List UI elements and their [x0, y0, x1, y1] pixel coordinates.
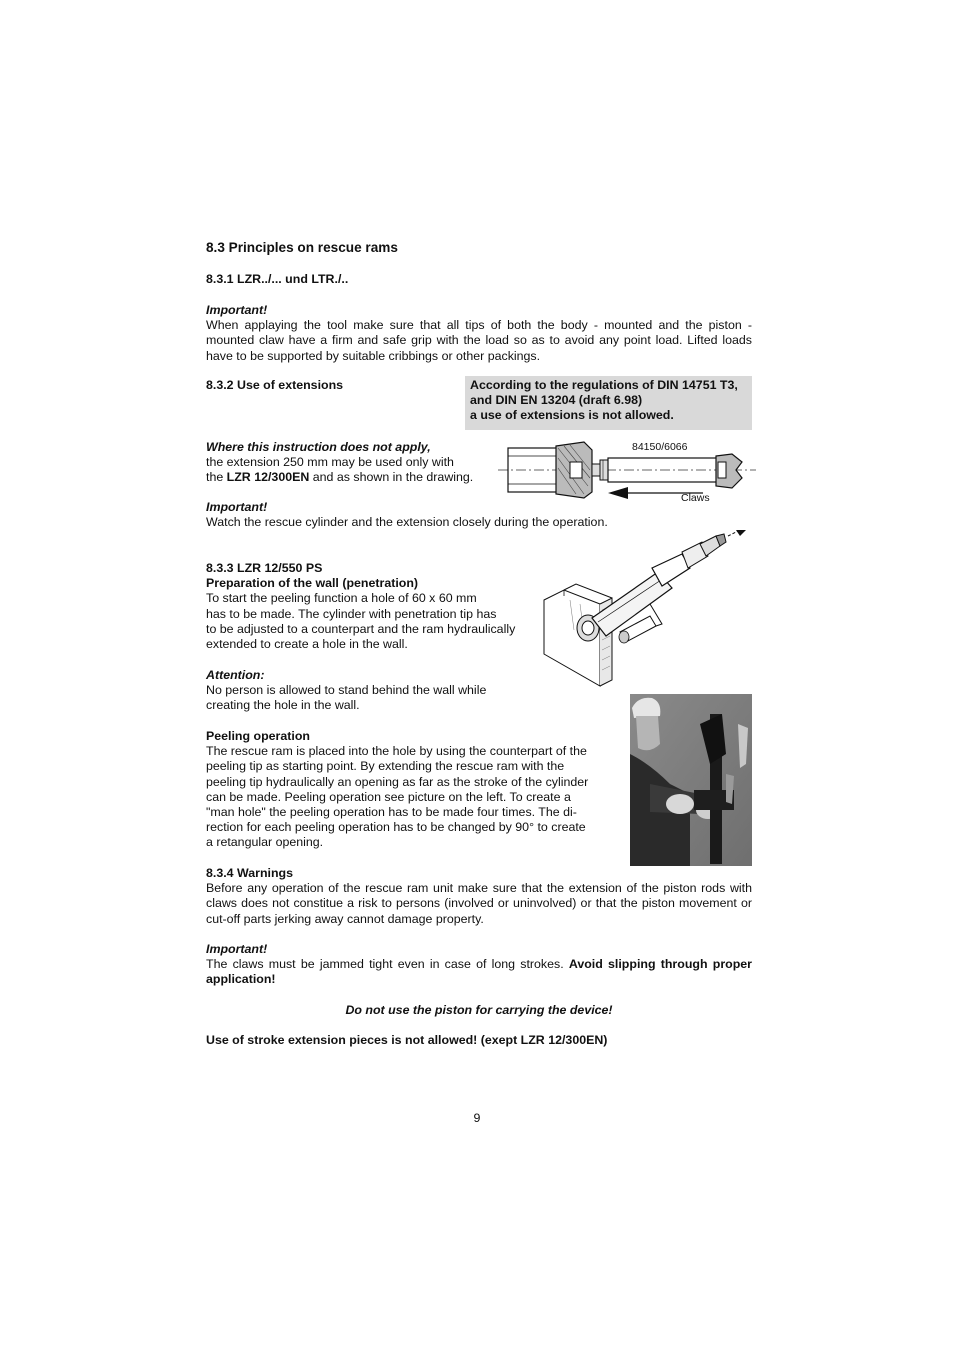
attention-line: No person is allowed to stand behind the wall while [206, 683, 487, 698]
where-text-post: and as shown in the drawing. [309, 470, 474, 485]
important-block-3 [206, 942, 752, 988]
body-line: to be adjusted to a counterpart and the ram hydraulically [206, 621, 516, 636]
peeling-line: can be made. Peeling operation see picture on the left. To create a [206, 789, 571, 804]
important-text: When applaying the tool make sure that all tips of both the body - mounted and the piston - mounted claw have a firm and safe grip with the load so as to avoid any point load. Lifted loads have to be supported by suitable cribbings or other packings. [206, 318, 752, 363]
attention-line: creating the hole in the wall. [206, 698, 360, 713]
important-label: Important! [206, 942, 268, 956]
model-name: LZR 12/300EN [226, 470, 310, 485]
peeling-line: peeling tip as starting point. By extending the rescue ram with the [206, 759, 565, 774]
figure-code: 84150/6066 [632, 441, 688, 453]
attention-block [206, 668, 536, 714]
peeling-operation-photo [630, 694, 752, 866]
subsection-heading-8-3-2: 8.3.2 Use of extensions [206, 378, 344, 392]
figure-claws-label: Claws [681, 492, 710, 504]
section-heading: 8.3 Principles on rescue rams [206, 240, 398, 255]
extension-exception [206, 440, 496, 486]
peeling-line: "man hole" the peeling operation has to be made four times. The di- [206, 805, 577, 820]
important-text [206, 957, 752, 987]
subsection-heading-8-3-3: 8.3.3 LZR 12/550 PS [206, 561, 323, 575]
important-label: Important! [206, 500, 268, 514]
peeling-line: peeling tip hydraulically an opening as far as the stroke of the cylinder [206, 774, 589, 789]
warnings-text: Before any operation of the rescue ram unit make sure that the extension of the piston rods with claws does not constitue a risk to persons (involved or uninvolved) or that the piston movement or cut-off parts jerking away cannot damage property. [206, 881, 752, 926]
subsection-heading-8-3-1: 8.3.1 LZR../... und LTR./.. [206, 272, 349, 286]
body-line: extended to create a hole in the wall. [206, 637, 408, 652]
where-text [206, 470, 496, 485]
important-label: Important! [206, 303, 268, 317]
peeling-line: rection for each peeling operation has to be changed by 90° to create [206, 820, 586, 835]
important-text: Watch the rescue cylinder and the extension closely during the operation. [206, 515, 608, 530]
important-block-2 [206, 500, 752, 530]
wall-penetration-drawing [540, 530, 752, 688]
stroke-extension-warning: Use of stroke extension pieces is not allowed! (exept LZR 12/300EN) [206, 1033, 608, 1047]
important-text-bold: Avoid slipping through proper application! [206, 957, 752, 987]
box-line: and DIN EN 13204 (draft 6.98) [470, 393, 643, 408]
page-number: 9 [473, 1111, 481, 1125]
body-line: has to be made. The cylinder with penetration tip has [206, 606, 497, 621]
extension-drawing [498, 436, 758, 506]
peeling-heading: Peeling operation [206, 729, 310, 743]
attention-label: Attention: [206, 668, 265, 682]
warnings-block [206, 866, 752, 927]
peeling-line: a retangular opening. [206, 835, 324, 850]
peeling-operation-block [206, 729, 611, 851]
piston-carry-warning: Do not use the piston for carrying the device! [345, 1003, 613, 1017]
wall-preparation-heading: Preparation of the wall (penetration) [206, 576, 419, 591]
important-block-1 [206, 303, 752, 364]
important-text-plain: The claws must be jammed tight even in case of long strokes. [206, 957, 569, 972]
where-label: Where this instruction does not apply, [206, 440, 431, 454]
where-text: the extension 250 mm may be used only with [206, 455, 454, 470]
din-regulation-box [465, 376, 752, 430]
body-line: To start the peeling function a hole of 60 x 60 mm [206, 591, 477, 606]
subsection-heading-8-3-4: 8.3.4 Warnings [206, 866, 293, 880]
box-line: a use of extensions is not allowed. [470, 408, 674, 423]
where-text-pre: the [206, 470, 227, 485]
box-line: According to the regulations of DIN 14751 T3, [470, 378, 738, 392]
peeling-line: The rescue ram is placed into the hole by using the counterpart of the [206, 744, 587, 759]
subsection-8-3-3 [206, 561, 546, 652]
